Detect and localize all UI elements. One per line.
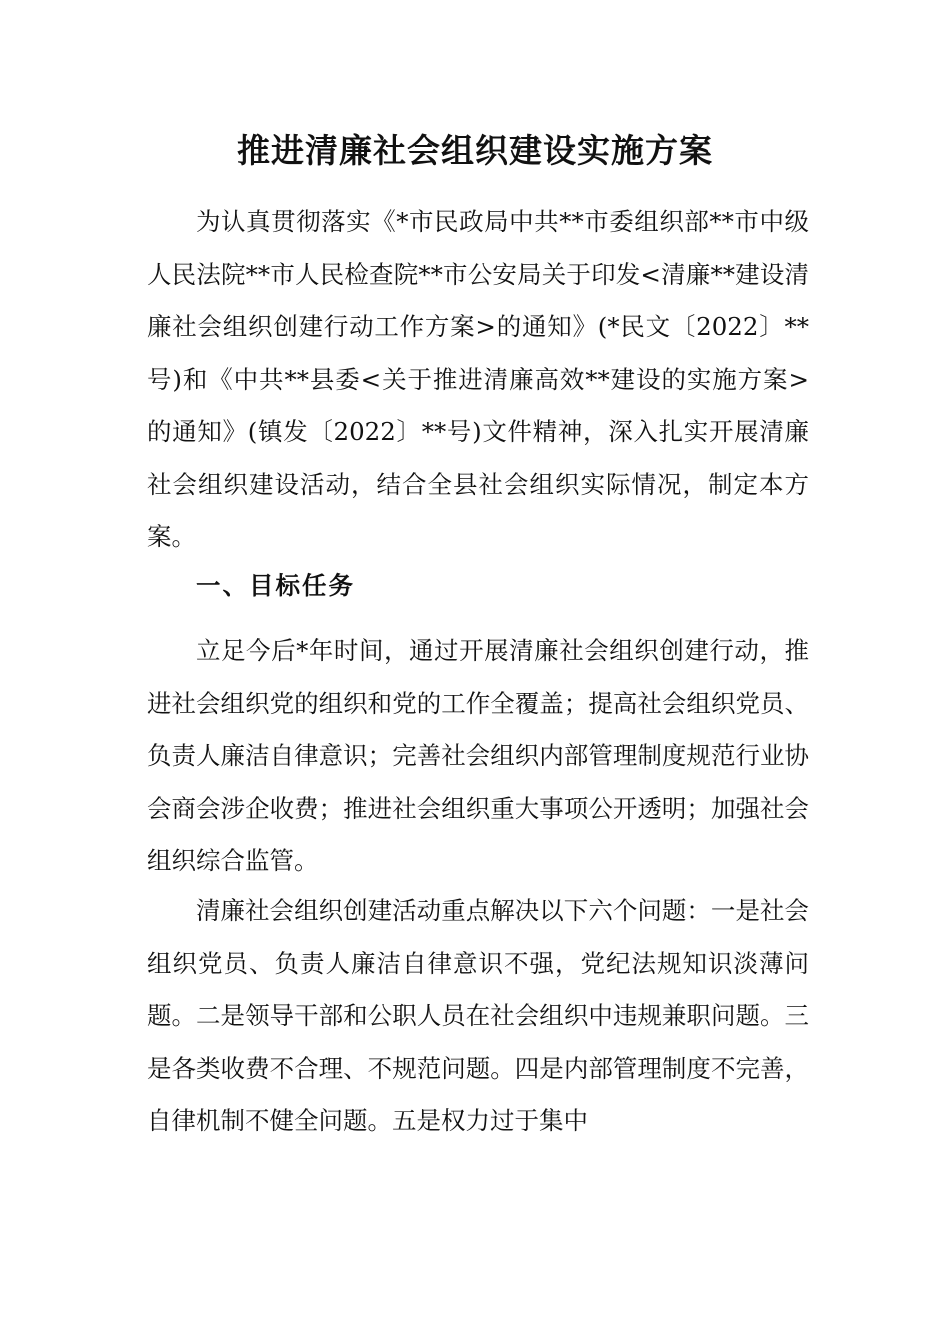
problems-paragraph: 清廉社会组织创建活动重点解决以下六个问题：一是社会组织党员、负责人廉洁自律意识不强，党纪法规知识淡薄问题。二是领导干部和公职人员在社会组织中违规兼职问题。三是各类收费不合理、不规范问题。四是内部管理制度不完善，自律机制不健全问题。五是权力过于集中 (147, 896, 809, 1135)
intro-paragraph: 为认真贯彻落实《*市民政局中共**市委组织部**市中级人民法院**市人民检查院**市公安局关于印发<清廉**建设清廉社会组织创建行动工作方案>的通知》(*民文〔2022〕**号)和《中共**县委<关于推进清廉高效**建设的实施方案>的通知》(镇发〔2022〕**号)文件精神，深入扎实开展清廉社会组织建设活动，结合全县社会组织实际情况，制定本方案。 (147, 207, 809, 551)
document-title: 推进清廉社会组织建设实施方案 (237, 131, 713, 170)
goals-paragraph: 立足今后*年时间，通过开展清廉社会组织创建行动，推进社会组织党的组织和党的工作全覆盖；提高社会组织党员、负责人廉洁自律意识；完善社会组织内部管理制度规范行业协会商会涉企收费；推进社会组织重大事项公开透明；加强社会组织综合监管。 (147, 636, 809, 875)
section-heading-goals: 一、目标任务 (196, 571, 355, 600)
